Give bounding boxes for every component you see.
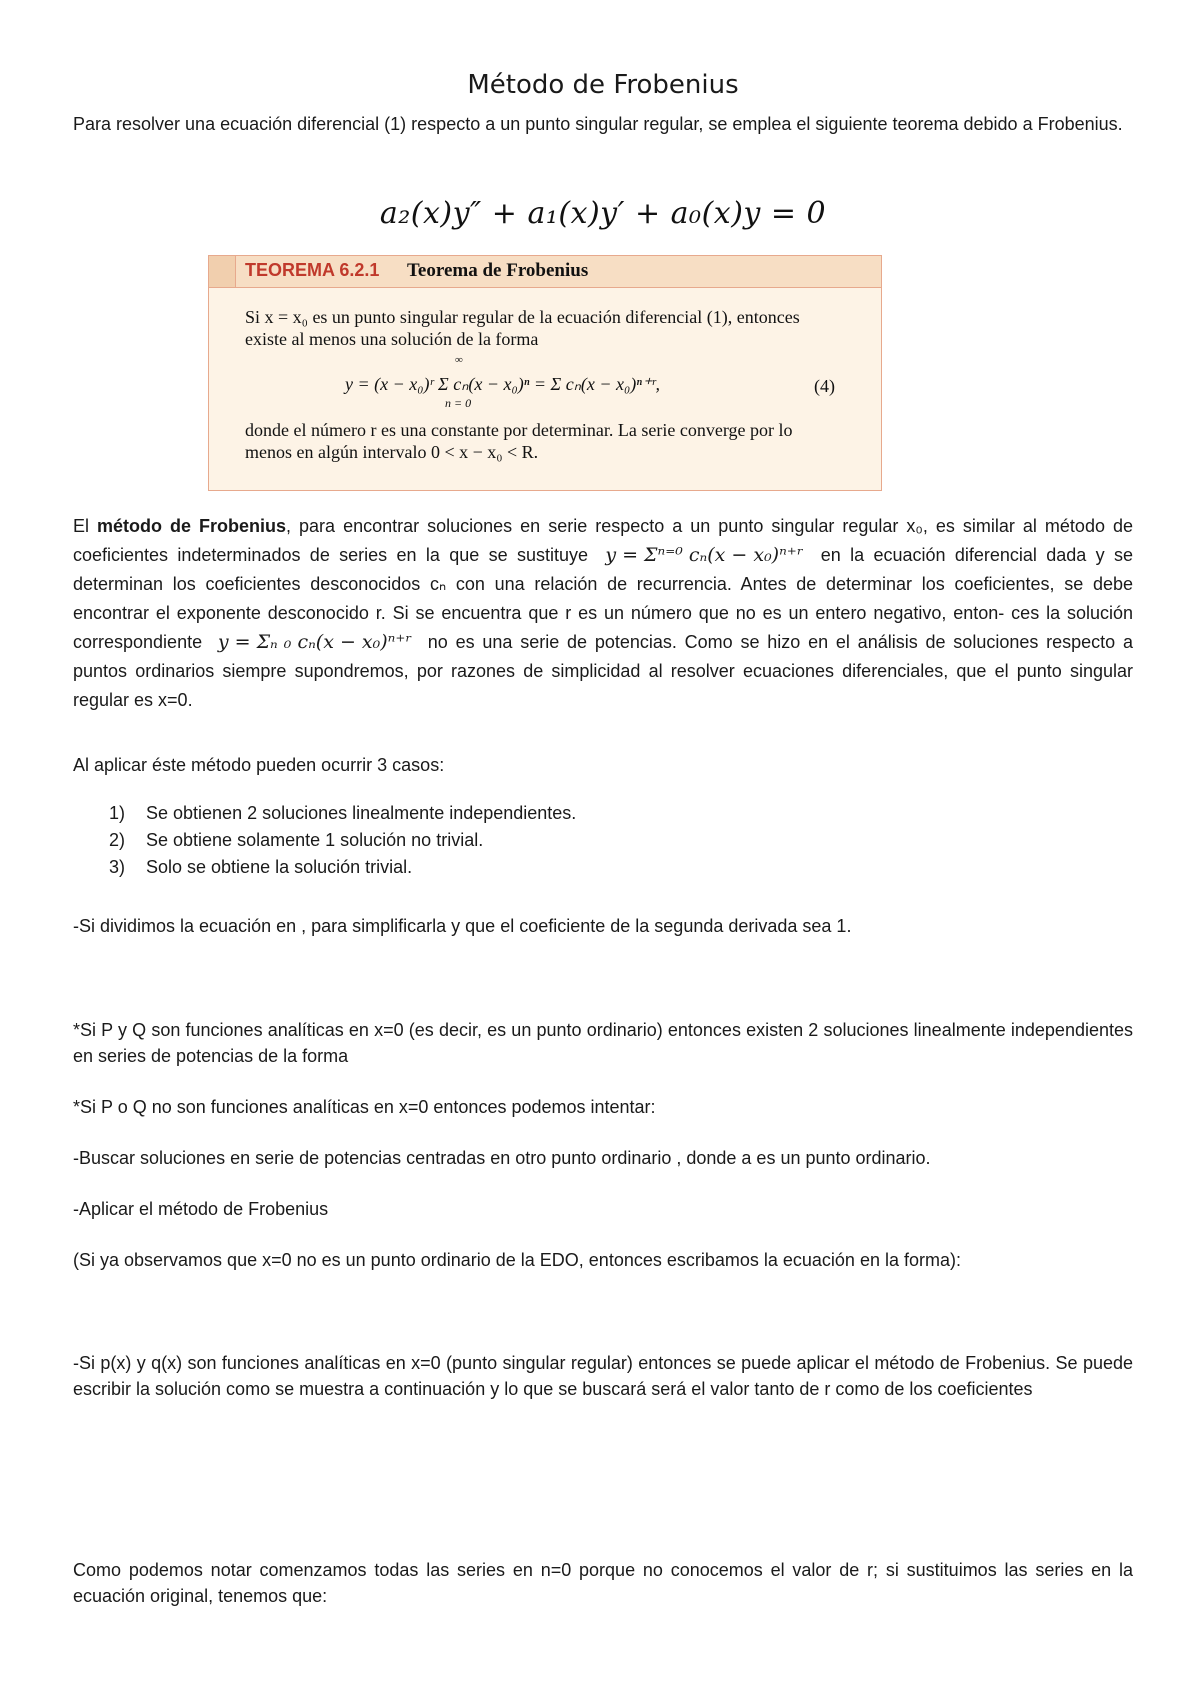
not-analytic-paragraph: *Si P o Q no son funciones analíticas en x=0 entonces podemos intentar: [73,1097,656,1117]
page-title: Método de Frobenius [467,70,739,100]
note-paragraph: Como podemos notar comenzamos todas las series en n=0 porque no conocemos el valor de r; si sustituimos las series en la ecuación original, tenemos que: [73,1560,1133,1606]
case-text: Se obtiene solamente 1 solución no trivial. [146,830,484,850]
search-paragraph: -Buscar soluciones en serie de potencias centradas en otro punto ordinario , donde a es un punto ordinario. [73,1148,931,1168]
list-item [73,854,576,881]
theorem-line-2: existe al menos una solución de la forma [245,329,539,349]
cases-list [73,800,576,881]
para1-bold-term: método de Frobenius [97,516,287,536]
theorem-name: Teorema de Frobenius [407,260,589,281]
para1-lead: El [73,516,98,536]
theorem-sum-upper: ∞ [455,354,463,366]
case-text: Solo se obtiene la solución trivial. [146,857,413,877]
case-number: 1) [109,803,126,823]
observe-paragraph: (Si ya observamos que x=0 no es un punto ordinario de la EDO, entonces escribamos la ecuación en la forma): [73,1250,961,1270]
theorem-sum-index: n = 0 [445,396,472,410]
theorem-equation-tag: (4) [814,376,835,396]
cases-intro: Al aplicar éste método pueden ocurrir 3 casos: [73,755,445,775]
case-number: 2) [109,830,126,850]
intro-paragraph: Para resolver una ecuación diferencial (1) respecto a un punto singular regular, se emplea el siguiente teorema debido a Frobenius. [73,114,1123,134]
list-item [73,800,576,827]
theorem-formula-text: y = (x − x₀)ʳ Σ cₙ(x − x₀)ⁿ = Σ cₙ(x − x₀)ⁿ⁺ʳ, [345,374,660,394]
theorem-formula [345,354,660,410]
main-equation: a₂(x)y″ + a₁(x)y′ + a₀(x)y = 0 [379,196,827,231]
series-solution-equation: y = Σₙ ₀ cₙ(x − x₀)ⁿ⁺ʳ [217,631,412,653]
divide-paragraph: -Si dividimos la ecuación en , para simplificarla y que el coeficiente de la segunda derivada sea 1. [73,916,852,936]
list-item [73,827,576,854]
theorem-line-1: Si x = x₀ es un punto singular regular de la ecuación diferencial (1), entonces [245,307,800,327]
theorem-number: TEOREMA 6.2.1 [245,260,380,280]
series-substitution-equation: y = Σⁿ⁼⁰ cₙ(x − x₀)ⁿ⁺ʳ [605,544,804,566]
theorem-header-tab [209,256,236,287]
apply-paragraph: -Aplicar el método de Frobenius [73,1199,329,1219]
analytic-paragraph: *Si P y Q son funciones analíticas en x=0 (es decir, es un punto ordinario) entonces existen 2 soluciones linealmente independientes en series de potencias de la forma [73,1020,1133,1066]
para1-text-b: , para encontrar soluciones en serie respecto a un punto singular regular x₀, es similar al método de coeficientes indeterminados de series en la que se sustituye [73,516,1133,565]
theorem-line-3: donde el número r es una constante por determinar. La serie converge por lo [245,420,793,440]
pq-paragraph: -Si p(x) y q(x) son funciones analíticas en x=0 (punto singular regular) entonces se puede aplicar el método de Frobenius. Se puede escribir la solución como se muestra a continuación y lo que se buscará será el valor tanto de r como de los coeficientes [73,1353,1133,1399]
frobenius-method-paragraph [73,512,1133,715]
theorem-box [208,255,882,491]
case-text: Se obtienen 2 soluciones linealmente independientes. [146,803,577,823]
theorem-line-4: menos en algún intervalo 0 < x − x₀ < R. [245,442,539,462]
para1-text-d: no es una serie de potencias. Como se hizo en el análisis de soluciones respecto a puntos ordinarios siempre supondremos, por razones de simplicidad al resolver ecuaciones diferenciales, que el punto singular regular es x=0. [73,632,1133,710]
theorem-header [209,256,881,288]
case-number: 3) [109,857,126,877]
para1-text-c: en la ecuación diferencial dada y se determinan los coeficientes desconocidos cₙ con una relación de recurrencia. Antes de determinar los coeficientes, se debe encontrar el exponente desconocido r. Si se encuentra que r es un número que no es un entero negativo, enton- ces la solución correspondiente [73,545,1133,652]
